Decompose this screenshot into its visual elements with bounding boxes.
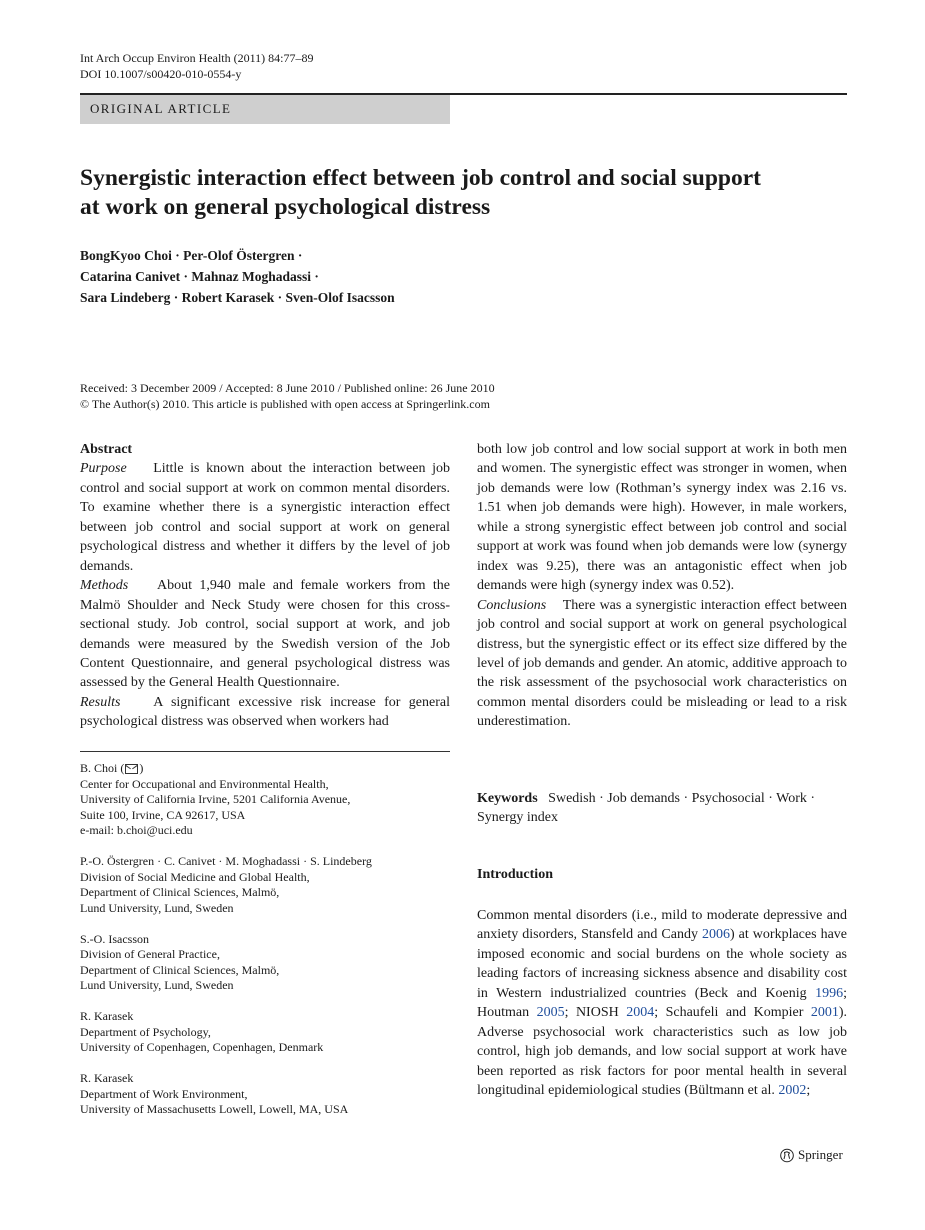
keywords-text: Swedish · Job demands · Psychosocial · Work · Synergy index: [477, 791, 816, 826]
abstract-left-column: [80, 440, 450, 732]
keywords-label: Keywords: [477, 791, 538, 806]
introduction-heading: Introduction: [477, 867, 553, 882]
author-line: BongKyoo Choi · Per-Olof Östergren ·: [80, 248, 303, 263]
affiliation-line: Department of Clinical Sciences, Malmö,: [80, 885, 280, 899]
methods-text: About 1,940 male and female workers from the Malmö Shoulder and Neck Study were chosen for this cross-sectional study. Job control, social support at work, and job demands were measured by the Swedish version of the Job Content Questionnaire, and general psychological distress was assessed by the General Health Questionnaire.: [80, 578, 450, 691]
affiliation-block: [80, 761, 460, 839]
abstract-heading: Abstract: [80, 442, 133, 457]
journal-citation: Int Arch Occup Environ Health (2011) 84:77–89: [80, 51, 314, 65]
doi: DOI 10.1007/s00420-010-0554-y: [80, 66, 242, 81]
affiliation-line: University of California Irvine, 5201 California Avenue,: [80, 792, 351, 806]
affiliations: [80, 761, 460, 1133]
article-type-banner: [80, 95, 450, 124]
article-title: Synergistic interaction effect between job control and social support at work on general psychological distress: [80, 165, 761, 220]
methods-label: Methods: [80, 578, 129, 594]
author-list: [80, 245, 680, 308]
affiliation-name: S.-O. Isacsson: [80, 931, 149, 946]
conclusions-label: Conclusions: [477, 597, 547, 613]
affiliation-name: B. Choi ( ): [80, 761, 144, 775]
abstract-right-column: [477, 440, 847, 732]
article-type-label: ORIGINAL ARTICLE: [90, 101, 232, 116]
author-line: Sara Lindeberg · Robert Karasek · Sven-Olof Isacsson: [80, 290, 395, 305]
purpose-label: Purpose: [80, 461, 127, 477]
affiliation-block: [80, 932, 460, 994]
affiliation-block: [80, 1071, 460, 1118]
affiliation-line: Suite 100, Irvine, CA 92617, USA: [80, 807, 246, 822]
citation-link[interactable]: 2004: [626, 1005, 655, 1021]
affiliation-name: R. Karasek: [80, 1071, 134, 1085]
publisher-name: Springer: [798, 1147, 843, 1162]
affiliation-line: Department of Clinical Sciences, Malmö,: [80, 962, 280, 977]
publication-dates: [80, 381, 495, 412]
author-line: Catarina Canivet · Mahnaz Moghadassi ·: [80, 269, 319, 284]
article-history: Received: 3 December 2009 / Accepted: 8 June 2010 / Published online: 26 June 2010: [80, 381, 495, 395]
keywords: [477, 789, 847, 828]
affiliation-name: R. Karasek: [80, 1009, 134, 1023]
license-note: © The Author(s) 2010. This article is published with open access at Springerlink.com: [80, 396, 490, 411]
citation-link[interactable]: 2001: [810, 1005, 839, 1021]
affiliation-line: Lund University, Lund, Sweden: [80, 978, 234, 992]
abstract-purpose: [80, 459, 450, 576]
results-text: A significant excessive risk increase for general psychological distress was observed when workers had: [80, 694, 450, 730]
citation-link[interactable]: 2006: [702, 927, 730, 943]
journal-header: [80, 51, 314, 82]
affiliation-line: University of Massachusetts Lowell, Lowell, MA, USA: [80, 1102, 349, 1116]
email-line[interactable]: e-mail: b.choi@uci.edu: [80, 823, 193, 837]
affiliation-line: Division of General Practice,: [80, 947, 220, 961]
footnote-rule: [80, 751, 450, 752]
envelope-icon: [125, 764, 138, 774]
citation-link[interactable]: 2005: [536, 1005, 565, 1021]
affiliation-line: University of Copenhagen, Copenhagen, Denmark: [80, 1040, 324, 1054]
results-continued: both low job control and low social support at work in both men and women. The synergistic effect was stronger in women, when job demands were low (Rothman’s synergy index was 2.16 vs. 1.51 when job demands were high). However, in male workers, while a strong synergistic effect between job control and social support at work was found when job demands were low (synergy index was 9.25), there was an antagonistic effect when job demands were high (synergy index was 0.52).: [477, 442, 847, 594]
citation-link[interactable]: 1996: [815, 985, 844, 1001]
publisher-logo: [780, 1147, 843, 1163]
affiliation-line: Department of Psychology,: [80, 1024, 211, 1039]
citation-link[interactable]: 2002: [778, 1083, 807, 1099]
abstract-methods: [80, 576, 450, 693]
abstract-conclusions: [477, 596, 847, 732]
abstract-results: [80, 693, 450, 732]
affiliation-block: [80, 1009, 460, 1056]
springer-horse-icon: [780, 1148, 794, 1163]
affiliation-line: Center for Occupational and Environmental Health,: [80, 776, 329, 791]
affiliation-line: Lund University, Lund, Sweden: [80, 900, 234, 915]
affiliation-line: Department of Work Environment,: [80, 1086, 248, 1101]
conclusions-text: There was a synergistic interaction effect between job control and social support at work on general psychological distress, but the synergistic effect or its effect size differed by the level of job demands and gender. An atomic, additive approach to the risk assessment of the psychosocial work characteristics on common mental disorders could be misleading or lead to a risk underestimation.: [477, 597, 847, 730]
introduction-paragraph: Common mental disorders (i.e., mild to moderate depressive and anxiety disorders, Stansfeld and Candy 2006) at workplaces have imposed economic and social burdens on the whole society as leading factors of increasing sickness absence and disability cost in Western industrialized countries (Beck and Koenig 1996; Houtman 2005; NIOSH 2004; Schaufeli and Kompier 2001). Adverse psychosocial work characteristics such as low job control, high job demands, and low social support at work have been reported as risk factors for poor mental health in several longitudinal epidemiological studies (Bültmann et al. 2002;: [477, 908, 847, 1099]
purpose-text: Little is known about the interaction between job control and social support at work on common mental disorders. To examine whether there is a synergistic interaction effect between job control and social support at work on general psychological distress and whether it differs by the level of job demands.: [80, 461, 451, 574]
affiliation-line: Division of Social Medicine and Global Health,: [80, 869, 310, 884]
affiliation-name: P.-O. Östergren · C. Canivet · M. Moghadassi · S. Lindeberg: [80, 854, 372, 868]
affiliation-block: [80, 854, 460, 916]
results-label: Results: [80, 694, 121, 710]
